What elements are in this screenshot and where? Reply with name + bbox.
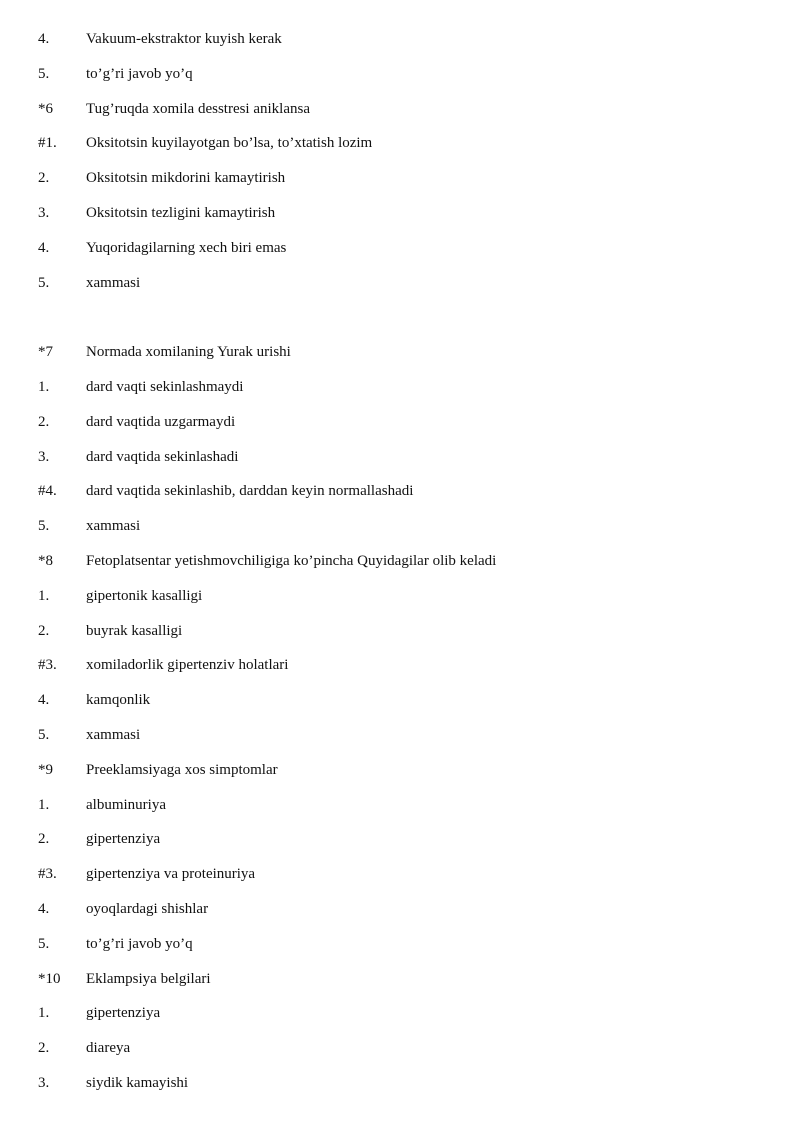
item-number: 2.: [38, 413, 50, 430]
item-number: #1.: [38, 135, 57, 152]
answer-line: [0, 996, 800, 1031]
item-text: gipertonik kasalligi: [86, 587, 203, 604]
item-text: diareya: [86, 1040, 131, 1057]
question-text: Preeklamsiyaga xos simptomlar: [86, 761, 278, 778]
item-number: 5.: [38, 935, 50, 952]
item-number: 5.: [38, 518, 50, 535]
blank-line: [0, 300, 800, 335]
question-text: Eklampsiya belgilari: [86, 970, 211, 987]
item-text: xomiladorlik gipertenziv holatlari: [86, 657, 289, 674]
item-text: albuminuriya: [86, 796, 166, 813]
item-number: 4.: [38, 692, 50, 709]
item-number: 2.: [38, 622, 50, 639]
item-number: #3.: [38, 866, 57, 883]
item-text: dard vaqti sekinlashmaydi: [86, 378, 244, 395]
question-line: [0, 92, 800, 127]
item-number: 3.: [38, 204, 50, 221]
answer-line: [0, 892, 800, 927]
answer-line: [0, 370, 800, 405]
item-number: 1.: [38, 378, 50, 395]
item-number: 2.: [38, 170, 50, 187]
item-number: 5.: [38, 726, 50, 743]
item-number: 1.: [38, 587, 50, 604]
item-text: Yuqoridagilarning xech biri emas: [86, 239, 287, 256]
question-line: [0, 335, 800, 370]
answer-line: [0, 648, 800, 683]
item-text: gipertenziya: [86, 831, 161, 848]
item-text: dard vaqtida sekinlashib, darddan keyin normallashadi: [86, 483, 414, 500]
answer-line: [0, 1031, 800, 1066]
answer-line: [0, 474, 800, 509]
document-page: [0, 22, 800, 1101]
item-number: 3.: [38, 448, 50, 465]
item-text: Oksitotsin tezligini kamaytirish: [86, 204, 276, 221]
question-text: Normada xomilaning Yurak urishi: [86, 344, 291, 361]
answer-line: [0, 683, 800, 718]
answer-line: [0, 440, 800, 475]
question-number: *7: [38, 344, 53, 361]
item-number: 3.: [38, 1074, 50, 1091]
answer-line: [0, 614, 800, 649]
item-number: 5.: [38, 65, 50, 82]
answer-line: [0, 579, 800, 614]
answer-line: [0, 405, 800, 440]
answer-line: [0, 788, 800, 823]
item-text: gipertenziya: [86, 1005, 161, 1022]
item-text: dard vaqtida sekinlashadi: [86, 448, 239, 465]
answer-line: [0, 266, 800, 301]
answer-line: [0, 822, 800, 857]
answer-line: [0, 927, 800, 962]
item-text: Vakuum-ekstraktor kuyish kerak: [86, 31, 282, 47]
question-number: *9: [38, 761, 53, 778]
question-text: Fetoplatsentar yetishmovchiligiga ko’pincha Quyidagilar olib keladi: [86, 552, 497, 569]
item-number: #3.: [38, 657, 57, 674]
item-text: siydik kamayishi: [86, 1074, 189, 1091]
item-text: kamqonlik: [86, 692, 151, 709]
item-text: xammasi: [86, 726, 141, 743]
item-number: 1.: [38, 1005, 50, 1022]
item-text: dard vaqtida uzgarmaydi: [86, 413, 236, 430]
answer-line: [0, 126, 800, 161]
answer-line: [0, 509, 800, 544]
item-number: 4.: [38, 900, 50, 917]
answer-line: [0, 57, 800, 92]
item-text: gipertenziya va proteinuriya: [86, 866, 256, 883]
answer-line: [0, 718, 800, 753]
answer-line: [0, 196, 800, 231]
item-number: 2.: [38, 1040, 50, 1057]
item-text: buyrak kasalligi: [86, 622, 183, 639]
answer-line: [0, 857, 800, 892]
answer-line: [0, 22, 800, 57]
item-number: 1.: [38, 796, 50, 813]
question-line: [0, 962, 800, 997]
question-line: [0, 544, 800, 579]
item-text: oyoqlardagi shishlar: [86, 900, 209, 917]
answer-line: [0, 231, 800, 266]
item-number: 4.: [38, 31, 50, 47]
item-number: 2.: [38, 831, 50, 848]
question-text: Tug’ruqda xomila desstresi aniklansa: [86, 100, 310, 117]
question-number: *10: [38, 970, 61, 987]
item-text: xammasi: [86, 518, 141, 535]
answer-line: [0, 161, 800, 196]
item-number: #4.: [38, 483, 57, 500]
question-number: *6: [38, 100, 53, 117]
item-text: xammasi: [86, 274, 141, 291]
item-number: 5.: [38, 274, 50, 291]
question-line: [0, 753, 800, 788]
question-number: *8: [38, 552, 53, 569]
item-text: to’g’ri javob yo’q: [86, 65, 193, 82]
item-text: Oksitotsin mikdorini kamaytirish: [86, 170, 286, 187]
answer-line: [0, 1066, 800, 1101]
item-text: Oksitotsin kuyilayotgan bo’lsa, to’xtatish lozim: [86, 135, 373, 152]
item-text: to’g’ri javob yo’q: [86, 935, 193, 952]
item-number: 4.: [38, 239, 50, 256]
